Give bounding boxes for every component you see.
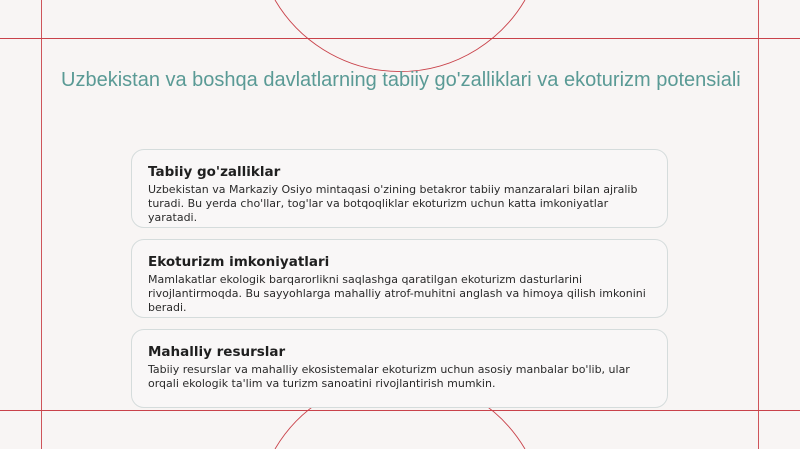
card-heading: Mahalliy resurslar — [148, 344, 286, 360]
card-tabiiy-gozalliklar — [131, 149, 668, 228]
slide-title: Uzbekistan va boshqa davlatlarning tabiiy go'zalliklari va ekoturizm potensiali — [61, 69, 741, 91]
top-arc — [275, 0, 525, 72]
card-mahalliy-resurslar — [131, 329, 668, 408]
card-heading: Ekoturizm imkoniyatlari — [148, 254, 330, 270]
card-ekoturizm-imkoniyatlari — [131, 239, 668, 318]
card-text: Uzbekistan va Markaziy Osiyo mintaqasi o'zining betakror tabiiy manzaralari bilan ajralib turadi. Bu yerda cho'llar, tog'lar va botqoqliklar ekoturizm uchun katta imkoniyatlar yaratadi. — [148, 183, 638, 224]
card-text: Mamlakatlar ekologik barqarorlikni saqlashga qaratilgan ekoturizm dasturlarini rivojlantirmoqda. Bu sayyohlarga mahalliy atrof-muhitni anglash va himoya qilish imkonini beradi. — [148, 273, 646, 314]
card-text: Tabiiy resurslar va mahalliy ekosistemalar ekoturizm uchun asosiy manbalar bo'lib, ular orqali ekologik ta'lim va turizm sanoatini rivojlantirish mumkin. — [148, 363, 630, 390]
card-heading: Tabiiy go'zalliklar — [148, 164, 281, 180]
